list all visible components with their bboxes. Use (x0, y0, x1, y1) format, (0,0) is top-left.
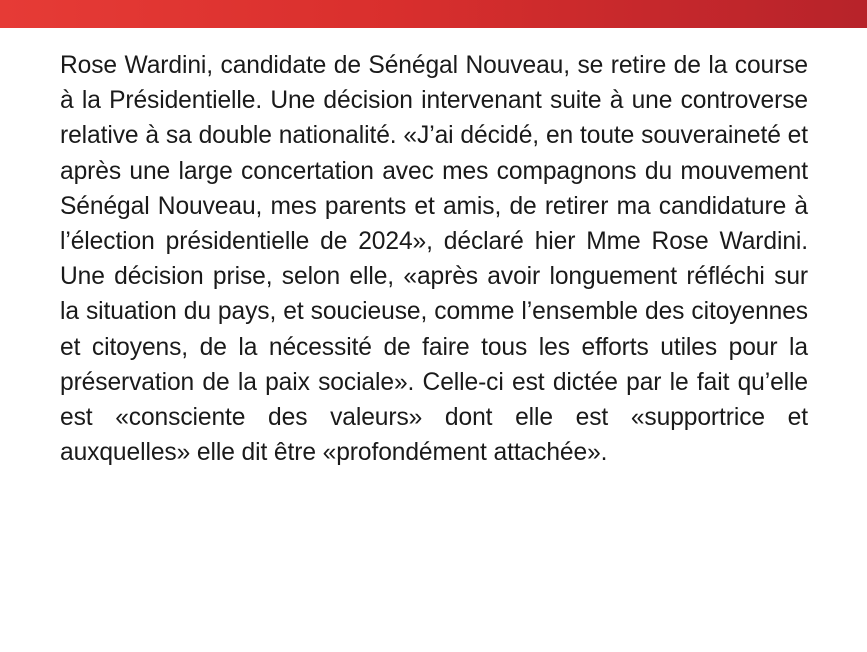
article-paragraph: Rose Wardini, candidate de Sénégal Nouveau, se retire de la course à la Présidentielle. Une décision intervenant suite à une controverse relative à sa double nationalité. «J’ai décidé, en toute souveraineté et après une large concertation avec mes compagnons du mouvement Sénégal Nouveau, mes parents et amis, de retirer ma candidature à l’élection présidentielle de 2024», déclaré hier Mme Rose Wardini. Une décision prise, selon elle, «après avoir longuement réfléchi sur la situation du pays, et soucieuse, comme l’ensemble des citoyennes et citoyens, de la nécessité de faire tous les efforts utiles pour la préservation de la paix sociale». Celle-ci est dictée par le fait qu’elle est «consciente des valeurs» dont elle est «supportrice et auxquelles» elle dit être «profondément attachée». (60, 52, 808, 467)
header-accent-bar (0, 0, 867, 28)
